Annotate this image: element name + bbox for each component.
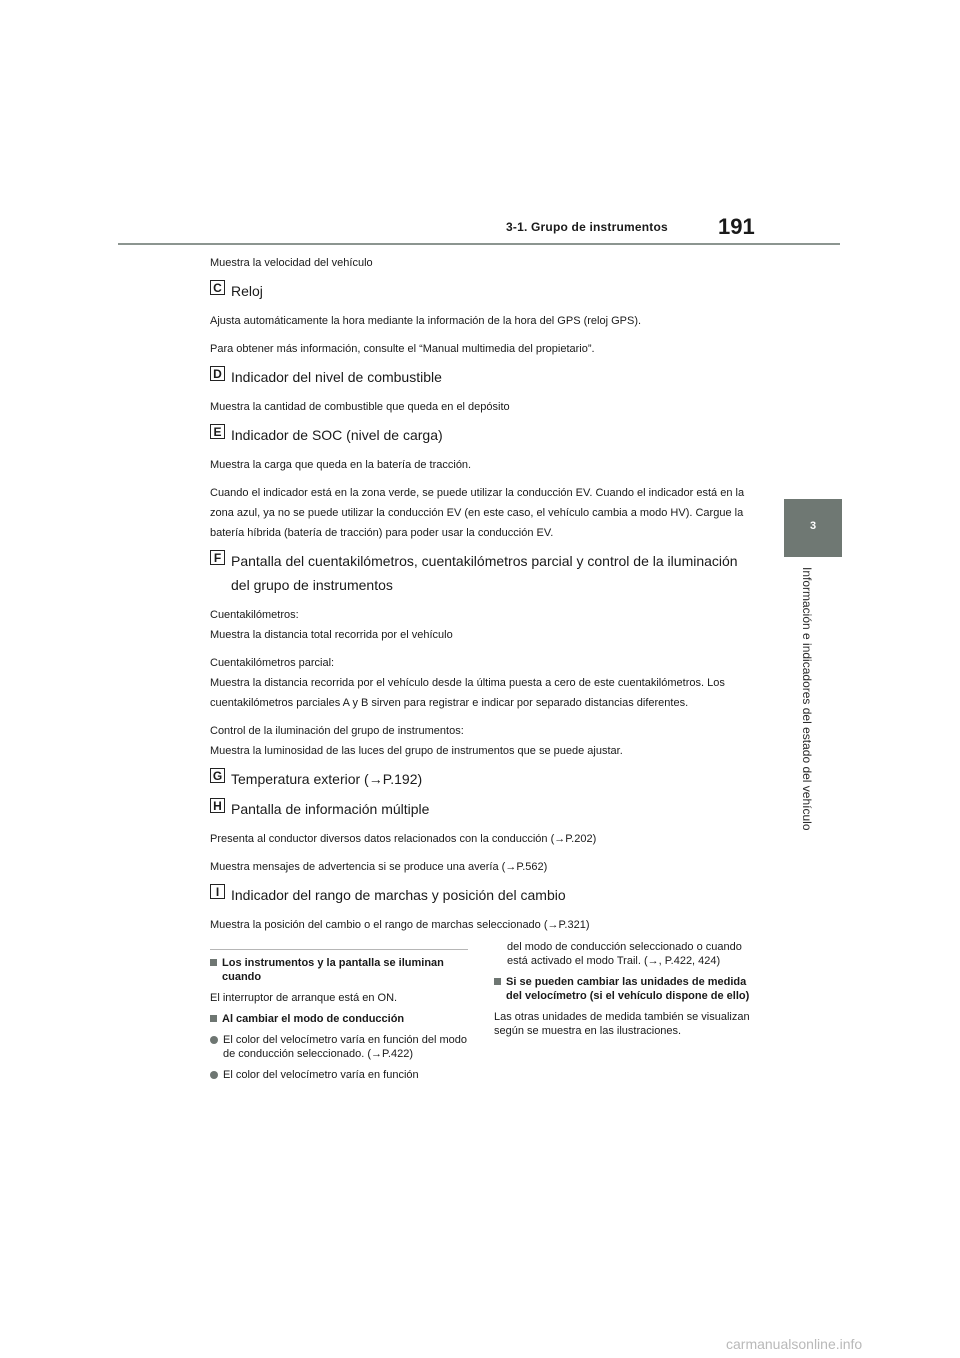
header-rule — [118, 243, 840, 245]
letter-badge-icon: I — [210, 884, 225, 899]
item-paragraph: Muestra la carga que queda en la batería de tracción. — [210, 459, 472, 471]
item-title: Reloj — [231, 283, 263, 299]
chapter-number: 3 — [809, 520, 817, 532]
item-paragraph: Ajusta automáticamente la hora mediante la información de la hora del GPS (reloj GPS). — [210, 315, 642, 327]
item-paragraph: Muestra mensajes de advertencia si se produce una avería (→P.562) — [210, 861, 548, 873]
item-title: Indicador del rango de marchas y posición del cambio — [231, 887, 566, 903]
item-paragraph: Muestra la cantidad de combustible que queda en el depósito — [210, 401, 510, 413]
notes-left-column — [210, 949, 468, 1089]
note-text: Las otras unidades de medida también se visualizan según se muestra en las ilustraciones. — [494, 1011, 750, 1037]
notes-right-column — [494, 940, 752, 1045]
chapter-title: Información e indicadores del estado del vehículo — [800, 567, 814, 831]
letter-badge-icon: F — [210, 550, 225, 565]
item-title: Indicador del nivel de combustible — [231, 369, 442, 385]
main-content — [210, 253, 750, 943]
letter-badge-icon: D — [210, 366, 225, 381]
item-heading — [210, 884, 750, 907]
note-text: El interruptor de arranque está en ON. — [210, 992, 398, 1004]
item-heading — [210, 424, 750, 447]
item-heading — [210, 798, 750, 821]
item-paragraph: Control de la iluminación del grupo de instrumentos: Muestra la luminosidad de las luces del grupo de instrumentos que se puede ajustar. — [210, 725, 623, 757]
item-paragraph: Muestra la posición del cambio o el rango de marchas seleccionado (→P.321) — [210, 919, 590, 931]
square-bullet-icon — [494, 978, 501, 985]
note-heading: Los instrumentos y la pantalla se iluminan cuando — [210, 956, 468, 984]
circle-bullet-icon — [210, 1036, 218, 1044]
item-heading — [210, 768, 750, 791]
watermark: carmanualsonline.info — [726, 1336, 863, 1352]
letter-badge-icon: E — [210, 424, 225, 439]
square-bullet-icon — [210, 1015, 217, 1022]
item-paragraph: Para obtener más información, consulte el “Manual multimedia del propietario”. — [210, 343, 595, 355]
item-heading — [210, 280, 750, 303]
letter-badge-icon: G — [210, 768, 225, 783]
item-title: Pantalla del cuentakilómetros, cuentakilómetros parcial y control de la iluminación del grupo de instrumentos — [231, 553, 738, 593]
note-bullet: El color del velocímetro varía en función del modo de conducción seleccionado. (→P.422) — [210, 1033, 468, 1061]
intro-text: Muestra la velocidad del vehículo — [210, 257, 373, 269]
circle-bullet-icon — [210, 1071, 218, 1079]
item-title: Temperatura exterior (→P.192) — [231, 771, 423, 787]
item-list — [210, 280, 750, 935]
chapter-tab — [784, 499, 842, 557]
item-paragraph: Cuentakilómetros parcial: Muestra la distancia recorrida por el vehículo desde la última puesta a cero de este cuentakilómetros. Los cuentakilómetros parciales A y B sirven para registrar e indicar por separado distancias diferentes. — [210, 657, 725, 709]
note-continuation: del modo de conducción seleccionado o cuando está activado el modo Trail. (→, P.422, 424) — [507, 941, 742, 967]
item-title: Indicador de SOC (nivel de carga) — [231, 427, 443, 443]
note-heading: Si se pueden cambiar las unidades de medida del velocímetro (si el vehículo dispone de ello) — [494, 975, 752, 1003]
note-heading: Al cambiar el modo de conducción — [210, 1012, 468, 1026]
note-bullet: El color del velocímetro varía en función — [210, 1068, 468, 1082]
section-title: 3-1. Grupo de instrumentos — [506, 220, 668, 234]
item-heading — [210, 366, 750, 389]
page-number: 191 — [718, 214, 755, 239]
square-bullet-icon — [210, 959, 217, 966]
item-paragraph: Presenta al conductor diversos datos relacionados con la conducción (→P.202) — [210, 833, 597, 845]
letter-badge-icon: H — [210, 798, 225, 813]
item-paragraph: Cuentakilómetros: Muestra la distancia total recorrida por el vehículo — [210, 609, 453, 641]
item-heading — [210, 550, 750, 597]
letter-badge-icon: C — [210, 280, 225, 295]
item-title: Pantalla de información múltiple — [231, 801, 430, 817]
item-paragraph: Cuando el indicador está en la zona verde, se puede utilizar la conducción EV. Cuando el indicador está en la zona azul, ya no se puede utilizar la conducción EV (en este caso, el vehículo cambia a modo HV). Cargue la batería híbrida (batería de tracción) para poder usar la conducción EV. — [210, 487, 745, 539]
